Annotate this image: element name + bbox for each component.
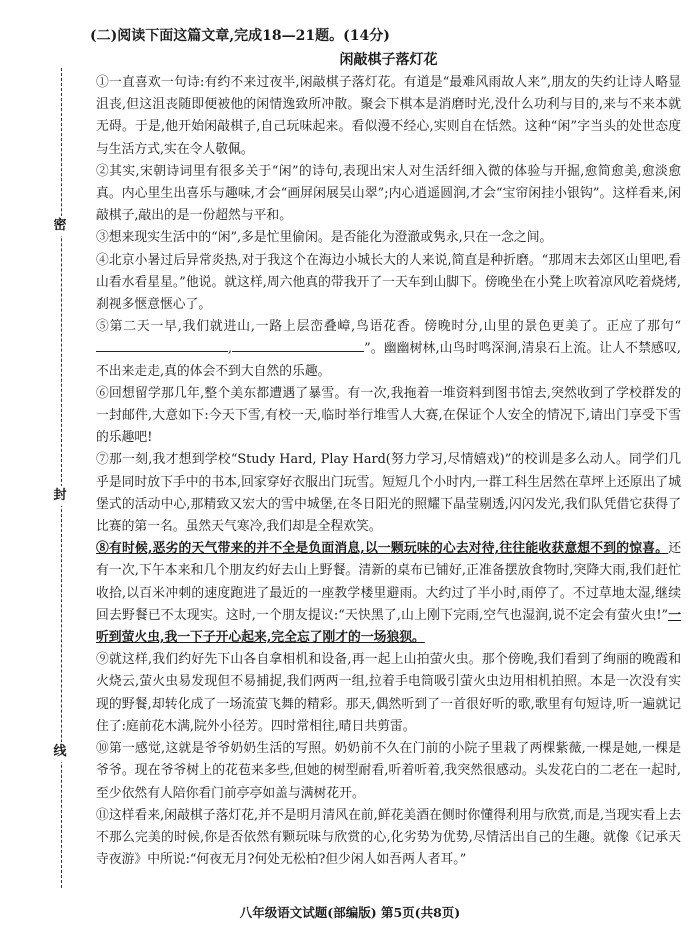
binding-dashed-line [61,68,62,888]
paragraph-10: ⑩第一感觉,这就是爷爷奶奶生活的写照。奶奶前不久在门前的小院子里栽了两棵紫薇,一棵是她,一棵是爷爷。现在爷爷树上的花苞来多些,但她的树型耐看,听着听着,我突然很感动。头发花白的二老在一起时,至少依然有人陪你看门前亭亭如盖与满树花开。 [96,741,681,801]
paragraph-8 [96,538,681,649]
fill-blank-1[interactable] [96,338,228,352]
paragraph-5-start: ⑤第二天一早,我们就进山,一路上层峦叠嶂,鸟语花香。傍晚时分,山里的景色更美了。正应了那句“ [96,319,681,335]
paragraph-1: ①一直喜欢一句诗:有约不来过夜半,闲敲棋子落灯花。有道是“最难风雨故人来”,朋友的失约让诗人略显沮丧,但这沮丧随即便被他的闲情逸致所冲散。聚会下棋本是消磨时光,没什么功利与目的,来与不来本就无碍。于是,他开始闲敲棋子,自己玩味起来。看似漫不经心,实则自在恬然。这种“闲”字当头的处世态度与生活方式,实在令人敬佩。 [96,75,681,157]
margin-label-feng: 封 [49,486,71,506]
paragraph-11: ⑪这样看来,闲敲棋子落灯花,并不是明月清风在前,鲜花美酒在侧时你懂得利用与欣赏,而是,当现实看上去不那么完美的时候,你是否依然有颗玩味与欣赏的心,化劣势为优势,尽情活出自己的生趣。就像《记承天寺夜游》中所说:“何夜无月?何处无松柏?但少闲人如吾两人者耳。” [96,807,681,868]
paragraph-9: ⑨就这样,我们约好先下山各自拿相机和设备,再一起上山拍萤火虫。那个傍晚,我们看到了绚丽的晚霞和火烧云,萤火虫易发现但不易捕捉,我们两两一组,拉着手电筒吸引萤火虫边用相机拍照。本是一次没有实现的野餐,却转化成了一场流萤飞舞的精彩。那天,偶然听到了一首很好听的歌,歌里有句短诗,听一遍就记住了:庭前花木满,院外小径芳。四时常相往,晴日共剪雷。 [96,652,681,734]
section-heading: (二)阅读下面这篇文章,完成18—21题。(14分) [90,28,390,44]
paragraph-5-comma: , [228,341,233,357]
paragraph-6: ⑥回想留学那几年,整个美东都遭遇了暴雪。有一次,我拖着一堆资料到图书馆去,突然收到了学校群发的一封邮件,大意如下:今天下雪,有校一天,临时举行堆雪人大赛,在保证个人安全的情况下,请出门享受下雪的乐趣吧! [96,385,681,446]
paragraph-5 [96,316,681,383]
article-title: 闲敲棋子落灯花 [339,52,438,68]
underlined-sentence-1: ⑧有时候,恶劣的天气带来的并不全是负面消息,以一颗玩味的心去对待,往往能收获意想不到的惊喜。 [96,541,669,557]
underlined-sentence-2: 一听到萤火虫,我一下子开心起来,完全忘了刚才的一场狼狈。 [96,607,681,646]
paragraph-2: ②其实,宋朝诗词里有很多关于“闲”的诗句,表现出宋人对生活纤细入微的体验与开掘,愈简愈美,愈淡愈真。内心里生出喜乐与趣味,才会“画屏闲展吴山翠”;内心逍遥圆润,才会“宝帘闲挂小银钩”。这样看来,闲敲棋子,敲出的是一份超然与平和。 [96,163,681,224]
paragraph-8-middle: 还有一次,下午本来和几个朋友约好去山上野餐。清新的桌布已铺好,正准备摆放食物时,突降大雨,我们赶忙收拾,以百米冲刺的速度跑进了最近的一座教学楼里避雨。大约过了半小时,雨停了。不过草地太湿,继续回去野餐已不太现实。这时,一个朋友提议:“天快黑了,山上刚下完雨,空气也湿润,说不定会有萤火虫!” [96,541,681,623]
paragraph-4: ④北京小暑过后异常炎热,对于我这个在海边小城长大的人来说,简直是种折磨。“那周末去郊区山里吧,看山看水看星星。”他说。就这样,周六他真的带我开了一天车到山脚下。傍晚坐在小凳上吹着凉风吃着烧烤,刹视多惬意惬心了。 [96,252,681,313]
paragraph-5-end: ”。幽幽树林,山鸟时鸣深涧,清泉石上流。让人不禁感叹,不出来走走,真的体会不到大自然的乐趣。 [96,341,681,379]
fill-blank-2[interactable] [232,338,364,352]
paragraph-7: ⑦那一刻,我才想到学校“Study Hard, Play Hard(努力学习,尽情嬉戏)”的校训是多么动人。同学们几乎是同时放下手中的书本,回家穿好衣服出门玩雪。短短几个小时内,一群工科生居然在草坪上还原出了城堡式的活动中心,那精致又宏大的雪中城堡,在冬日阳光的照耀下晶莹剔透,闪闪发光,我们队凭借它获得了比赛的第一名。虽然天气寒冷,我们却是全程欢笑。 [96,452,681,535]
page-footer: 八年级语文试题(部编版) 第5页(共8页) [239,905,461,920]
article-content [90,24,681,871]
margin-label-mi: 密 [49,216,71,236]
margin-label-xian: 线 [49,742,71,762]
paragraph-3: ③想来现实生活中的“闲”,多是忙里偷闲。是否能化为澄澈或隽永,只在一念之间。 [96,230,553,246]
